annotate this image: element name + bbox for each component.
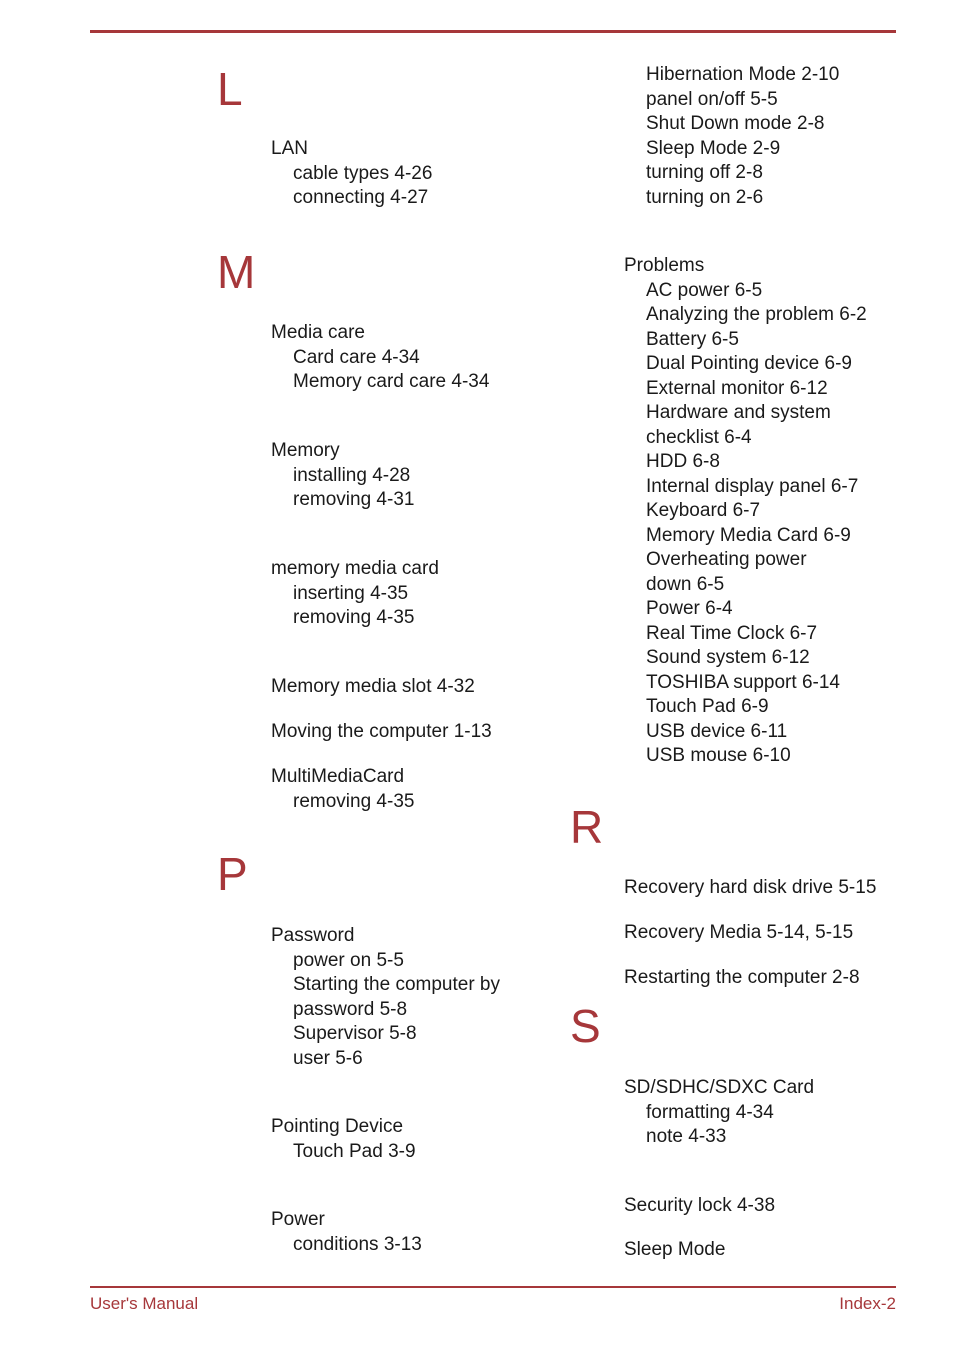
section-letter-s: S [570,1000,601,1052]
entry-sub: password 5-8 [293,998,408,1020]
entry-sub: Keyboard 6-7 [646,500,761,521]
entry-sub: Card care 4-34 [293,346,420,368]
entry-sub: Internal display panel 6-7 [646,475,859,497]
index-entry-password [271,924,500,1071]
index-entry-memory [271,439,414,513]
entry-sub: down 6-5 [646,573,725,595]
entry-head: Problems [624,255,705,276]
entry-sub: AC power 6-5 [646,279,763,301]
entry-sub: inserting 4-35 [293,582,409,604]
index-entry-lan [271,137,432,211]
entry-sub: user 5-6 [293,1047,363,1069]
section-letter-r: R [570,801,604,853]
header-rule [90,30,896,33]
entry-sub: Touch Pad 6-9 [646,696,769,717]
entry-sub: turning on 2-6 [646,186,764,208]
entry-head: Password [271,925,355,946]
entry-sub: removing 4-35 [293,790,415,812]
index-entry-sd-card [624,1076,814,1150]
index-entry-power-continued [646,63,839,210]
entry-sub: Memory card care 4-34 [293,371,490,392]
entry-sub: Battery 6-5 [646,328,739,350]
index-entry-problems [624,254,867,769]
footer-rule [90,1286,896,1288]
entry-sub: Power 6-4 [646,598,733,619]
entry-sub: conditions 3-13 [293,1233,422,1255]
index-entry-security-lock: Security lock 4-38 [624,1195,776,1216]
section-letter-p: P [217,848,248,900]
entry-sub: Hardware and system [646,402,831,423]
entry-sub: External monitor 6-12 [646,377,828,399]
entry-sub: Touch Pad 3-9 [293,1140,416,1162]
index-entry-moving-computer: Moving the computer 1-13 [271,721,492,742]
entry-sub: power on 5-5 [293,949,404,971]
footer-manual-title: User's Manual [90,1294,199,1313]
entry-sub: cable types 4-26 [293,162,433,184]
entry-sub: USB device 6-11 [646,720,788,742]
entry-head: Media care [271,322,365,343]
entry-head: MultiMediaCard [271,766,405,787]
index-entry-memory-media-slot: Memory media slot 4-32 [271,676,475,697]
entry-sub: Memory Media Card 6-9 [646,524,851,546]
index-entry-pointing-device [271,1115,416,1164]
index-entry-restarting: Restarting the computer 2-8 [624,967,860,988]
entry-sub: removing 4-35 [293,607,415,628]
index-entry-media-care [271,321,489,395]
entry-head: memory media card [271,558,439,579]
entry-sub: TOSHIBA support 6-14 [646,671,840,693]
entry-head: Memory [271,440,340,461]
entry-sub: Hibernation Mode 2-10 [646,64,840,85]
entry-sub: USB mouse 6-10 [646,745,791,766]
index-entry-sleep-mode: Sleep Mode [624,1239,726,1260]
index-entry-power [271,1208,422,1257]
entry-sub: turning off 2-8 [646,162,763,183]
entry-sub: Sleep Mode 2-9 [646,137,781,159]
entry-head: LAN [271,138,308,159]
entry-sub: Shut Down mode 2-8 [646,113,825,134]
entry-sub: Supervisor 5-8 [293,1023,417,1044]
index-entry-multimediacard [271,765,414,814]
index-entry-recovery-hdd: Recovery hard disk drive 5-15 [624,877,877,898]
entry-sub: Starting the computer by [293,974,500,995]
entry-sub: Real Time Clock 6-7 [646,622,818,644]
entry-sub: Sound system 6-12 [646,647,810,668]
entry-sub: installing 4-28 [293,464,411,486]
entry-sub: Analyzing the problem 6-2 [646,304,867,325]
entry-head: Pointing Device [271,1116,404,1137]
section-letter-m: M [217,246,256,298]
entry-sub: removing 4-31 [293,489,415,510]
entry-sub: Overheating power [646,549,807,570]
section-letter-l: L [217,63,243,115]
entry-sub: connecting 4-27 [293,187,429,208]
entry-head: SD/SDHC/SDXC Card [624,1077,815,1098]
entry-sub: formatting 4-34 [646,1101,774,1123]
entry-sub: checklist 6-4 [646,426,752,448]
entry-sub: note 4-33 [646,1126,727,1147]
index-entry-memory-media-card [271,557,439,631]
entry-sub: HDD 6-8 [646,451,720,472]
entry-sub: Dual Pointing device 6-9 [646,353,852,374]
entry-head: Power [271,1209,325,1230]
entry-sub: panel on/off 5-5 [646,88,778,110]
footer-page-number: Index-2 [839,1294,896,1313]
index-entry-recovery-media: Recovery Media 5-14, 5-15 [624,922,854,943]
